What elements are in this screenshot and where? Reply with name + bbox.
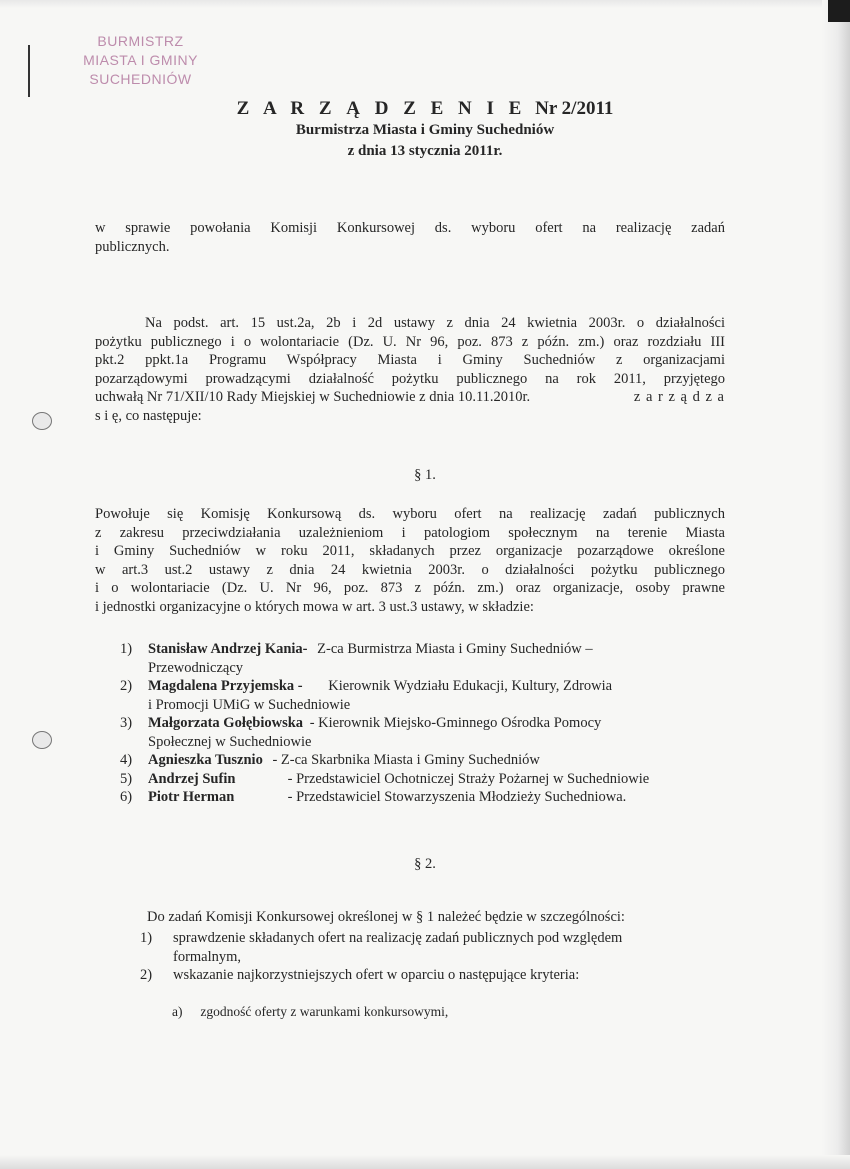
section-2-tasks-list [140, 929, 730, 985]
member-name: Magdalena Przyjemska - [148, 678, 303, 694]
member-role-continued: Przewodniczący [148, 659, 244, 676]
punch-hole-bottom [32, 731, 52, 749]
official-stamp [58, 32, 223, 89]
member-item [120, 770, 730, 789]
member-number: 5) [120, 770, 133, 787]
decree-word: z a r z ą d z a [633, 389, 725, 405]
member-role: - Przedstawiciel Stowarzyszenia Młodzieży Suchedniowa. [287, 789, 627, 805]
task-text: sprawdzenie składanych ofert na realizację zadań publicznych pod względem [173, 930, 623, 946]
section-1-line: i Gminy Suchedniów w roku 2011, składanych przez organizacje pozarządowe określone [95, 543, 725, 559]
member-name: Piotr Herman [148, 789, 235, 805]
member-item [120, 788, 730, 807]
criteria-item [172, 1003, 732, 1021]
scan-corner-shadow [828, 0, 850, 22]
task-item [140, 966, 730, 985]
stamp-line: SUCHEDNIÓW [89, 71, 192, 87]
member-number: 3) [120, 715, 133, 731]
criteria-letter: a) [172, 1004, 183, 1019]
preamble-line: pożytku publicznego i o wolontariacie (Dz. U. Nr 96, poz. 873 z późn. zm.) oraz rozdziału III [95, 333, 725, 350]
issue-date: z dnia 13 stycznia 2011r. [347, 143, 503, 159]
scan-edge-right [822, 0, 850, 1169]
subject-line: publicznych. [95, 238, 170, 255]
preamble-line: pozarządowymi prowadzącymi działalność pożytku publicznego na rok 2011, przyjętego [95, 370, 725, 387]
member-name: Andrzej Sufin [148, 770, 236, 787]
preamble-line [95, 388, 725, 407]
preamble-resolution-text: uchwałą Nr 71/XII/10 Rady Miejskiej w Suchedniowie z dnia 10.11.2010r. [95, 389, 531, 405]
issuer-line: Burmistrza Miasta i Gminy Suchedniów [295, 122, 555, 138]
section-2-heading: § 2. [414, 856, 436, 872]
member-role: Z-ca Burmistrza Miasta i Gminy Suchedniów – [317, 641, 593, 657]
member-role-continued: i Promocji UMiG w Suchedniowie [148, 696, 351, 713]
task-number: 1) [140, 930, 153, 946]
member-role: - Kierownik Miejsko-Gminnego Ośrodka Pomocy [309, 715, 602, 731]
section-1-line: z zakresu przeciwdziałania uzależnieniom i patologiom społecznym na terenie Miasta [95, 524, 725, 541]
subject-paragraph [95, 219, 725, 256]
member-number: 6) [120, 789, 133, 805]
member-item [120, 751, 730, 770]
title-word: Z A R Z Ą D Z E N I E [236, 98, 527, 119]
member-name: Agnieszka Tusznio [148, 752, 263, 768]
preamble-line: s i ę, co następuje: [95, 407, 202, 424]
document-title [0, 98, 850, 120]
member-item [120, 640, 730, 677]
title-number: Nr 2/2011 [535, 98, 614, 119]
section-1-line: i o wolontariacie (Dz. U. Nr 96, poz. 873 z późn. zm.) oraz organizacje, osoby prawne [95, 580, 725, 596]
task-text-continued: formalnym, [173, 948, 242, 965]
task-item [140, 929, 730, 966]
scan-edge-bottom [0, 1155, 850, 1169]
member-number: 1) [120, 641, 133, 657]
committee-members-list [120, 640, 730, 807]
section-1-line: i jednostki organizacyjne o których mowa w art. 3 ust.3 ustawy, w składzie: [95, 598, 534, 615]
section-2-intro: Do zadań Komisji Konkursowej określonej w § 1 należeć będzie w szczególności: [147, 909, 625, 925]
section-1-paragraph [95, 505, 725, 616]
member-role: Kierownik Wydziału Edukacji, Kultury, Zdrowia [328, 678, 613, 694]
stamp-line: BURMISTRZ [97, 33, 184, 49]
preamble-line: Na podst. art. 15 ust.2a, 2b i 2d ustawy z dnia 24 kwietnia 2003r. o działalności [145, 315, 725, 331]
member-number: 2) [120, 678, 133, 694]
punch-hole-top [32, 412, 52, 430]
member-item [120, 714, 730, 751]
member-number: 4) [120, 752, 133, 768]
member-role-continued: Społecznej w Suchedniowie [148, 733, 312, 750]
subject-line: w sprawie powołania Komisji Konkursowej ds. wyboru ofert na realizację zadań [95, 220, 725, 236]
scan-edge-top [0, 0, 850, 8]
preamble-paragraph [95, 314, 725, 425]
task-text: wskazanie najkorzystniejszych ofert w oparciu o następujące kryteria: [173, 967, 580, 983]
criteria-text: zgodność oferty z warunkami konkursowymi, [200, 1004, 449, 1019]
member-item [120, 677, 730, 714]
stamp-line: MIASTA I GMINY [83, 52, 198, 68]
member-name: Stanisław Andrzej Kania- [148, 641, 308, 657]
stamp-margin-line [28, 45, 30, 97]
member-name: Małgorzata Gołębiowska [148, 715, 304, 731]
section-1-line: w art.3 ust.2 ustawy z dnia 24 kwietnia 2003r. o działalności pożytku publicznego [95, 561, 725, 578]
member-role: - Przedstawiciel Ochotniczej Straży Pożarnej w Suchedniowie [287, 770, 650, 787]
section-1-line: Powołuje się Komisję Konkursową ds. wyboru ofert na realizację zadań publicznych [95, 506, 725, 522]
preamble-line: pkt.2 ppkt.1a Programu Współpracy Miasta i Gminy Suchedniów z organizacjami [95, 352, 725, 368]
task-number: 2) [140, 967, 153, 983]
section-1-heading: § 1. [414, 467, 436, 483]
member-role: - Z-ca Skarbnika Miasta i Gminy Suchedniów [272, 752, 540, 768]
